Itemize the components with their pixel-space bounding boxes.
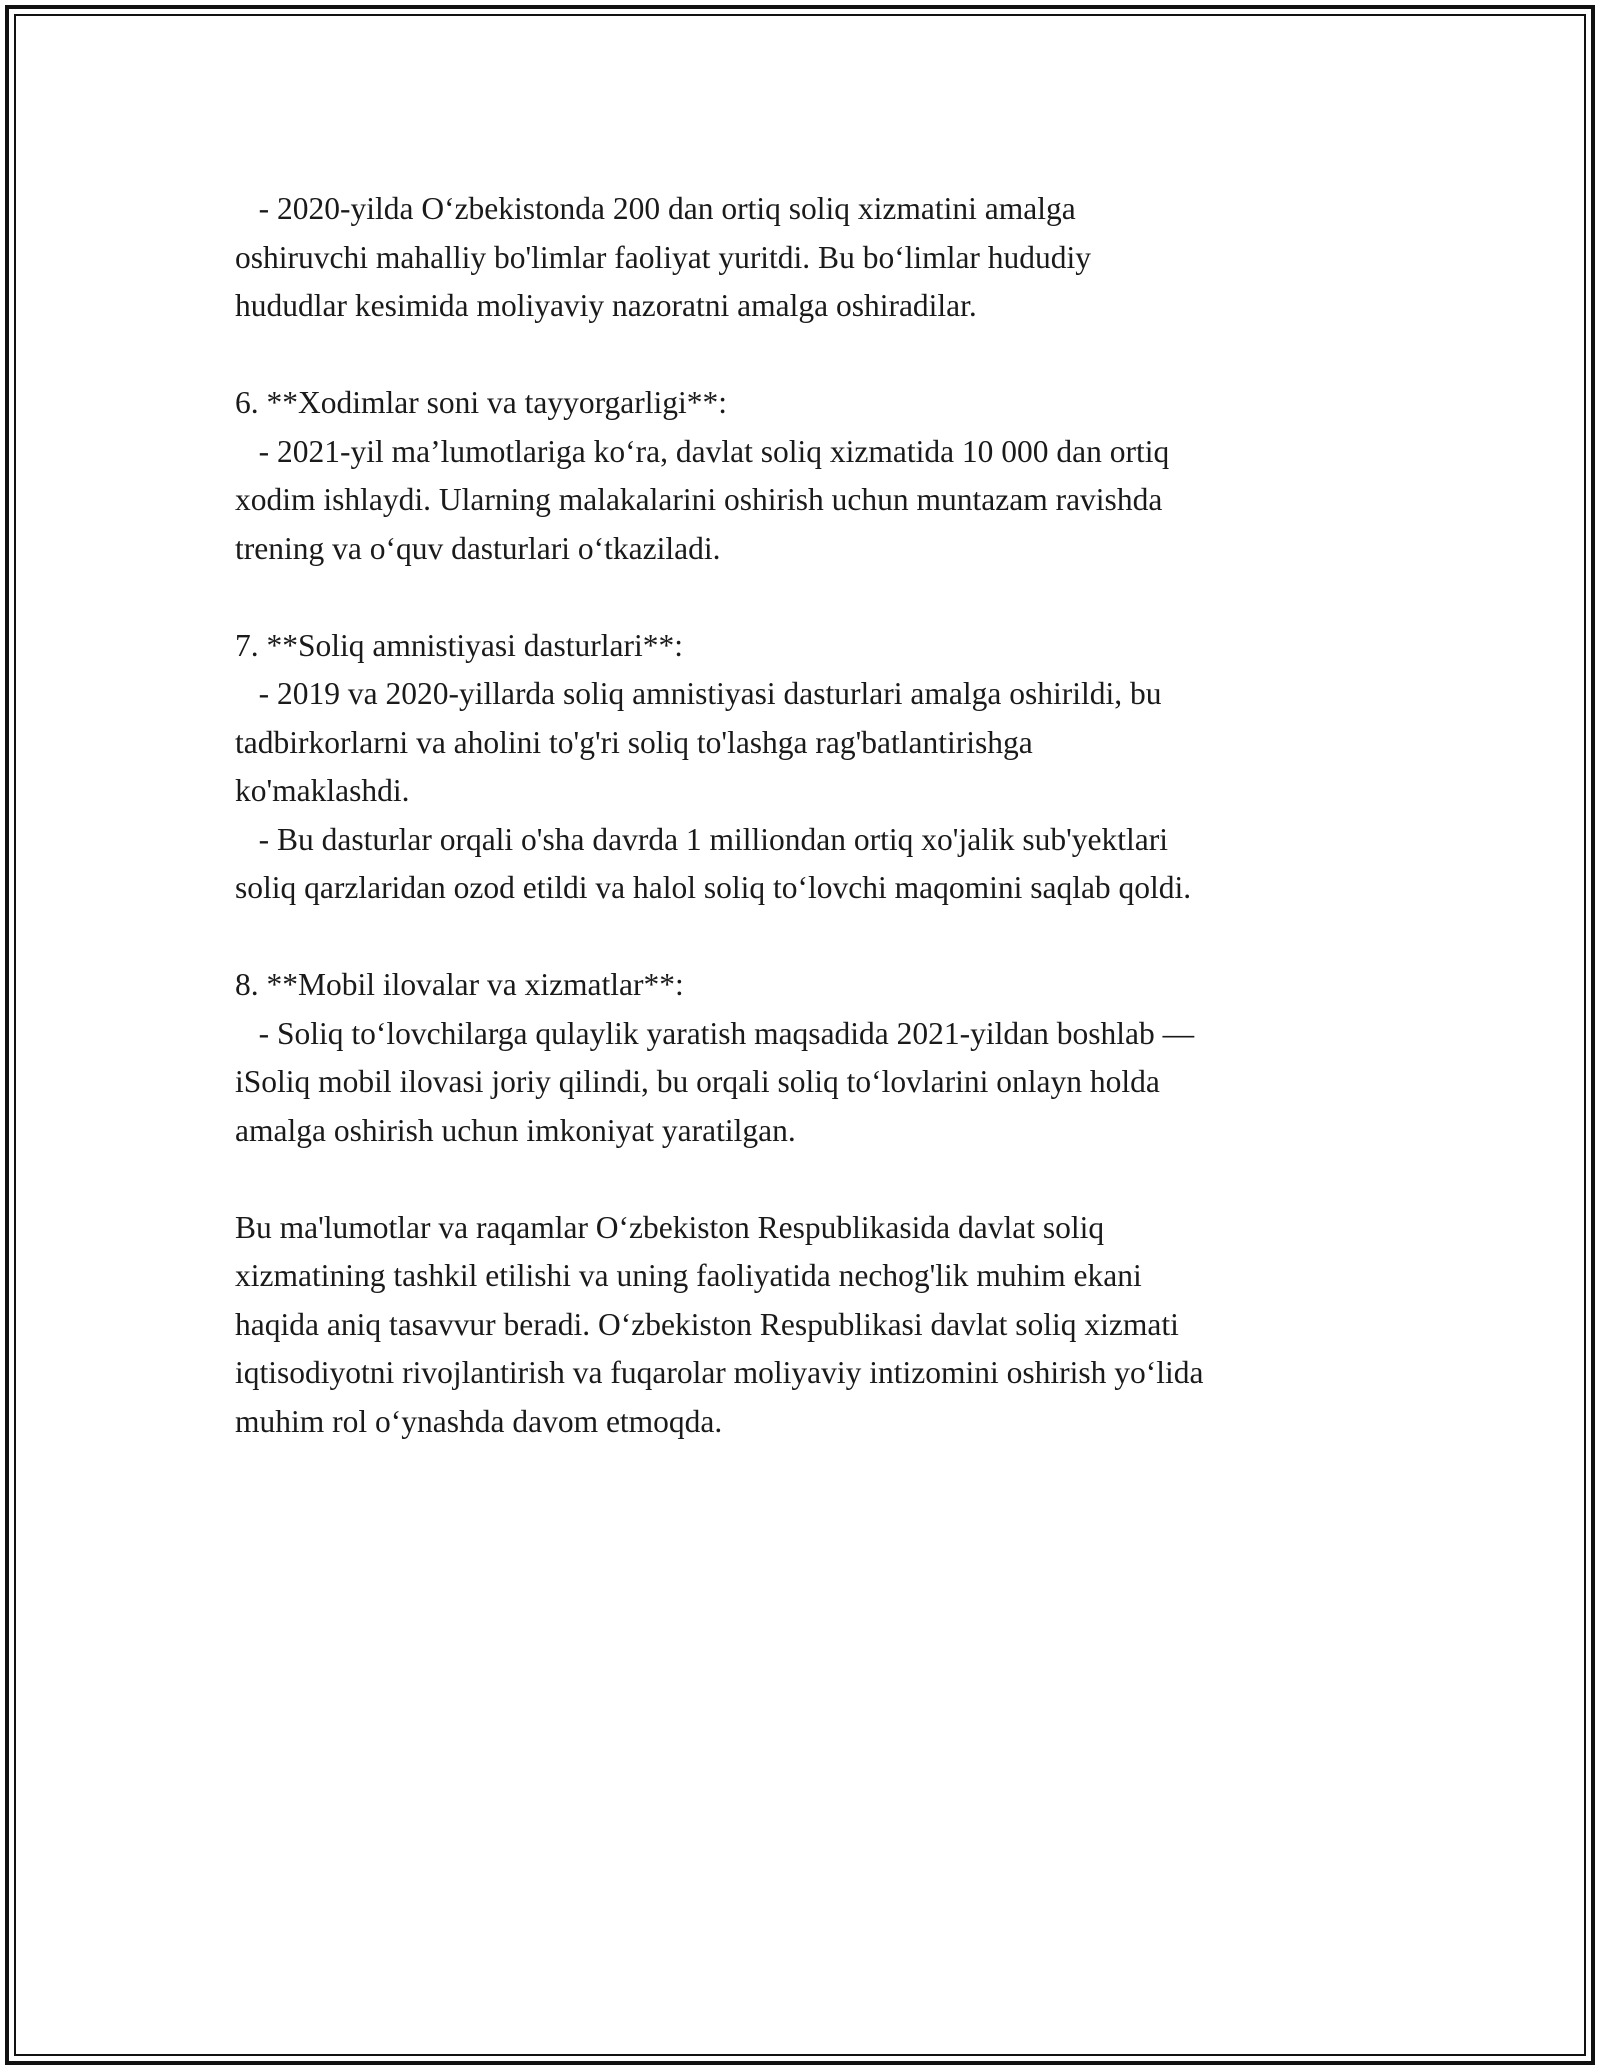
text-line: iSoliq mobil ilovasi joriy qilindi, bu orqali soliq to‘lovlarini onlayn holda [235, 1064, 1160, 1099]
section-heading: 7. **Soliq amnistiyasi dasturlari**: [235, 627, 683, 663]
section-heading: 6. **Xodimlar soni va tayyorgarligi**: [235, 385, 727, 420]
paragraph-spacer [235, 913, 1415, 962]
paragraph-spacer [235, 573, 1415, 622]
text-line: - Soliq to‘lovchilarga qulaylik yaratish maqsadida 2021-yildan boshlab — [235, 1015, 1195, 1051]
text-line: - 2019 va 2020-yillarda soliq amnistiyasi dasturlari amalga oshirildi, bu [235, 676, 1162, 711]
text-line: ko'maklashdi. [235, 773, 410, 808]
section-staff-count [235, 379, 1415, 573]
text-line: xizmatining tashkil etilishi va uning faoliyatida nechog'lik muhim ekani [235, 1258, 1142, 1293]
text-line: xodim ishlaydi. Ularning malakalarini oshirish uchun muntazam ravishda [235, 482, 1163, 517]
text-line: trening va o‘quv dasturlari o‘tkaziladi. [235, 530, 721, 566]
text-line: amalga oshirish uchun imkoniyat yaratilgan. [235, 1112, 796, 1148]
text-line: iqtisodiyotni rivojlantirish va fuqarolar moliyaviy intizomini oshirish yo‘lida [235, 1355, 1204, 1390]
text-line: tadbirkorlarni va aholini to'g'ri soliq to'lashga rag'batlantirishga [235, 724, 1033, 760]
text-line: muhim rol o‘ynashda davom etmoqda. [235, 1403, 723, 1439]
section-mobile-apps [235, 961, 1415, 1155]
paragraph-spacer [235, 331, 1415, 380]
text-line: Bu ma'lumotlar va raqamlar O‘zbekiston Respublikasida davlat soliq [235, 1209, 1105, 1245]
text-line: oshiruvchi mahalliy bo'limlar faoliyat yuritdi. Bu bo‘limlar hududiy [235, 239, 1092, 275]
paragraph-spacer [235, 1155, 1415, 1204]
section-heading: 8. **Mobil ilovalar va xizmatlar**: [235, 967, 684, 1002]
text-line: soliq qarzlaridan ozod etildi va halol soliq to‘lovchi maqomini saqlab qoldi. [235, 870, 1192, 905]
paragraph-conclusion [235, 1204, 1415, 1447]
section-tax-amnesty [235, 622, 1415, 913]
text-line: haqida aniq tasavvur beradi. O‘zbekiston Respublikasi davlat soliq xizmati [235, 1306, 1179, 1342]
text-line: hududlar kesimida moliyaviy nazoratni amalga oshiradilar. [235, 288, 977, 323]
text-line: - Bu dasturlar orqali o'sha davrda 1 milliondan ortiq xo'jalik sub'yektlari [235, 821, 1168, 857]
text-line: - 2021-yil ma’lumotlariga ko‘ra, davlat soliq xizmatida 10 000 dan ortiq [235, 433, 1170, 469]
paragraph-local-branches [235, 185, 1415, 331]
text-line: - 2020-yilda O‘zbekistonda 200 dan ortiq soliq xizmatini amalga [235, 191, 1076, 226]
document-body [235, 185, 1415, 1446]
